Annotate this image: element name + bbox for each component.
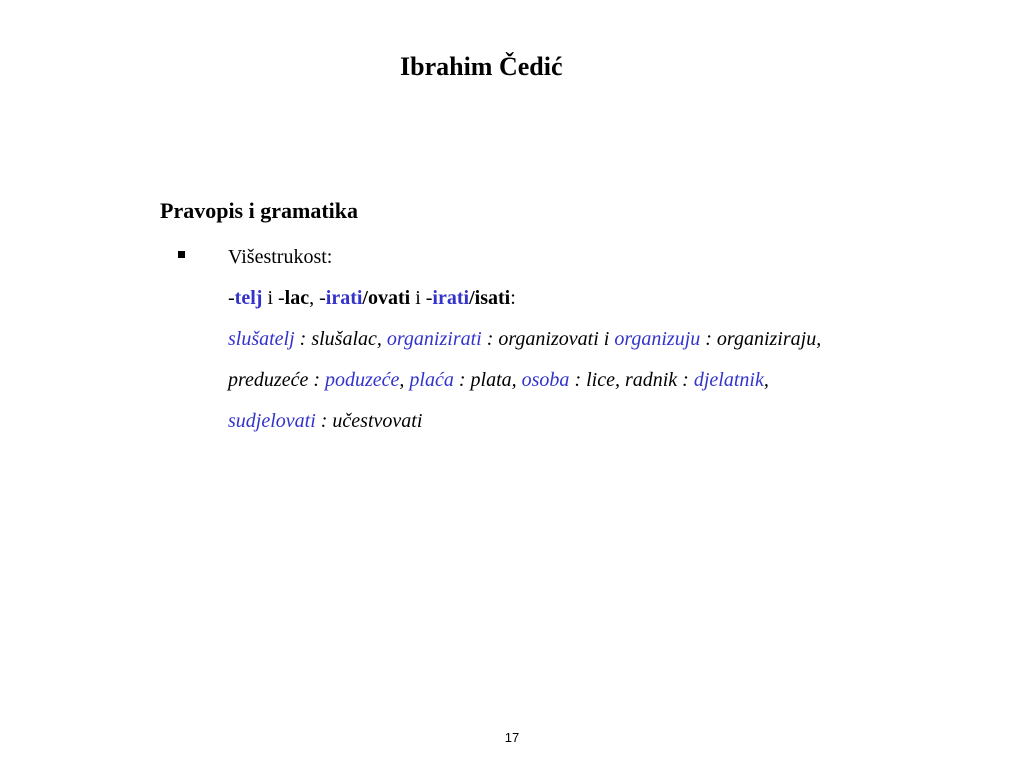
bullet-label: Višestrukost: — [228, 246, 333, 268]
example-word: djelatnik — [693, 369, 764, 391]
example-line-3 — [228, 410, 422, 433]
example-word: poduzeće — [325, 369, 400, 391]
example-text: , — [399, 369, 410, 391]
example-text: : organizovati i — [481, 328, 615, 350]
example-text: , — [763, 369, 769, 391]
suffix-text: i - — [262, 287, 285, 309]
example-text: : slušalac, — [294, 328, 387, 350]
page-number: 17 — [504, 730, 520, 745]
suffix-text: , - — [309, 287, 326, 309]
example-text: : organiziraju, — [700, 328, 822, 350]
example-text: : učestvovati — [315, 410, 423, 432]
section-heading: Pravopis i gramatika — [160, 198, 358, 223]
example-text: preduzeće : — [228, 369, 325, 391]
suffix-lac: lac — [284, 287, 310, 309]
square-bullet-icon — [178, 251, 185, 258]
example-text: : plata, — [453, 369, 522, 391]
example-word: osoba — [521, 369, 570, 391]
example-word: organizirati — [386, 328, 482, 350]
suffix-isati: /isati — [469, 287, 511, 309]
suffix-irati: irati — [325, 287, 363, 309]
suffix-ovati: /ovati — [362, 287, 411, 309]
suffix-telj: telj — [234, 287, 263, 309]
author-title: Ibrahim Čedić — [400, 52, 563, 81]
example-word: sudjelovati — [228, 410, 316, 432]
suffix-text: - — [228, 287, 235, 309]
suffix-text: : — [510, 287, 516, 309]
suffix-irati: irati — [432, 287, 470, 309]
example-word: slušatelj — [228, 328, 295, 350]
example-line-1 — [228, 328, 821, 351]
example-word: organizuju — [614, 328, 701, 350]
example-line-2 — [228, 369, 769, 392]
suffix-line — [228, 287, 516, 310]
example-text: : lice, radnik : — [569, 369, 694, 391]
suffix-text: i - — [410, 287, 433, 309]
example-word: plaća — [409, 369, 454, 391]
